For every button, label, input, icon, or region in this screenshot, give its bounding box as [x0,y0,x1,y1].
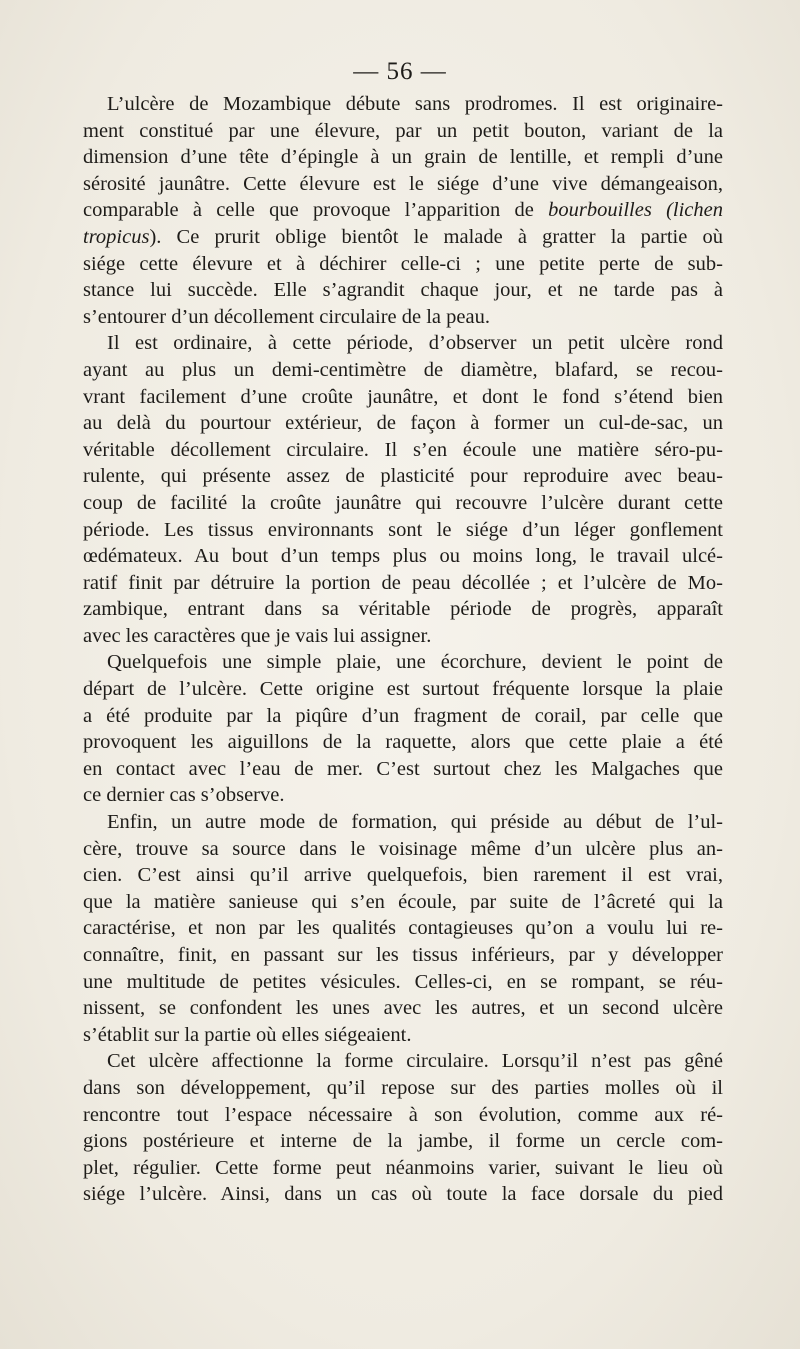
paragraph [83,649,723,809]
text-line: que la matière sanieuse qui s’en écoule, par suite de l’âcreté qui la [83,890,723,913]
text-line: s’entourer d’un décollement circulaire de la peau. [83,305,490,328]
text-line: œdémateux. Au bout d’un temps plus ou moins long, le travail ulcé- [83,545,723,568]
text-line: stance lui succède. Elle s’agrandit chaque jour, et ne tarde pas à [83,279,723,302]
text-line: L’ulcère de Mozambique débute sans prodromes. Il est originaire- [107,93,723,115]
text-line: départ de l’ulcère. Cette origine est surtout fréquente lorsque la plaie [83,678,723,701]
text-line-with-italic [83,224,723,251]
italic-term: tropicus [83,225,150,248]
paragraph [83,809,723,1048]
text-line: Quelquefois une simple plaie, une écorchure, devient le point de [107,651,723,674]
text-line: plet, régulier. Cette forme peut néanmoins varier, suivant le lieu où [83,1156,723,1179]
text-line: gions postérieure et interne de la jambe, il forme un cercle com- [83,1130,723,1153]
text-line: dimension d’une tête d’épingle à un grain de lentille, et rempli d’une [83,146,723,169]
text-segment: comparable à celle que provoque l’apparition de [83,199,549,222]
text-line: au delà du pourtour extérieur, de façon à former un cul-de-sac, un [83,412,723,435]
text-line: vrant facilement d’une croûte jaunâtre, et dont le fond s’étend bien [83,385,723,408]
italic-term: (lichen [666,199,723,222]
text-line-with-italic [83,197,723,224]
text-line: caractérise, et non par les qualités contagieuses qu’on a voulu lui re- [83,917,723,940]
text-line: une multitude de petites vésicules. Celles-ci, en se rompant, se réu- [83,970,723,993]
text-segment [652,199,666,221]
text-segment: ). Ce prurit oblige bientôt le malade à gratter la partie où [149,225,723,248]
text-line: en contact avec l’eau de mer. C’est surtout chez les Malgaches que [83,757,723,780]
text-line: a été produite par la piqûre d’un fragment de corail, par celle que [83,704,723,727]
text-line: Il est ordinaire, à cette période, d’observer un petit ulcère rond [107,332,723,355]
text-line: période. Les tissus environnants sont le siége d’un léger gonflement [83,518,723,541]
paragraph [83,330,723,649]
italic-term: bourbouilles [548,199,652,222]
text-line: s’établit sur la partie où elles siégeaient. [83,1023,412,1046]
text-line: Enfin, un autre mode de formation, qui préside au début de l’ul- [107,811,723,834]
text-line: ratif finit par détruire la portion de peau décollée ; et l’ulcère de Mo- [83,571,723,594]
text-line: rencontre tout l’espace nécessaire à son évolution, comme aux ré- [83,1103,723,1126]
text-line: siége cette élevure et à déchirer celle-ci ; une petite perte de sub- [83,252,723,275]
text-line: dans son développement, qu’il repose sur des parties molles où il [83,1076,723,1099]
text-line: provoquent les aiguillons de la raquette, alors que cette plaie a été [83,731,723,754]
page-number: — 56 — [353,58,447,85]
text-line: coup de facilité la croûte jaunâtre qui recouvre l’ulcère durant cette [83,491,723,514]
text-line: siége l’ulcère. Ainsi, dans un cas où toute la face dorsale du pied [83,1183,723,1206]
text-line: ment constitué par une élevure, par un petit bouton, variant de la [83,119,723,142]
text-line: ce dernier cas s’observe. [83,784,285,807]
text-line: ayant au plus un demi-centimètre de diamètre, blafard, se recou- [83,358,723,381]
text-line: rulente, qui présente assez de plasticité pour reproduire avec beau- [83,465,723,488]
paragraph [83,91,723,330]
body-text [83,91,723,1208]
text-line: Cet ulcère affectionne la forme circulaire. Lorsqu’il n’est pas gêné [107,1050,723,1073]
text-line: zambique, entrant dans sa véritable période de progrès, apparaît [83,598,723,621]
text-line: sérosité jaunâtre. Cette élevure est le siége d’une vive démangeaison, [83,172,723,195]
text-line: nissent, se confondent les unes avec les autres, et un second ulcère [83,997,723,1020]
text-line: cère, trouve sa source dans le voisinage même d’un ulcère plus an- [83,837,723,860]
paragraph [83,1048,723,1208]
text-line: cien. C’est ainsi qu’il arrive quelquefois, bien rarement il est vrai, [83,864,723,887]
text-line: avec les caractères que je vais lui assigner. [83,624,432,647]
text-line: véritable décollement circulaire. Il s’en écoule une matière séro-pu- [83,438,723,461]
text-line: connaître, finit, en passant sur les tissus inférieurs, par y développer [83,944,723,966]
